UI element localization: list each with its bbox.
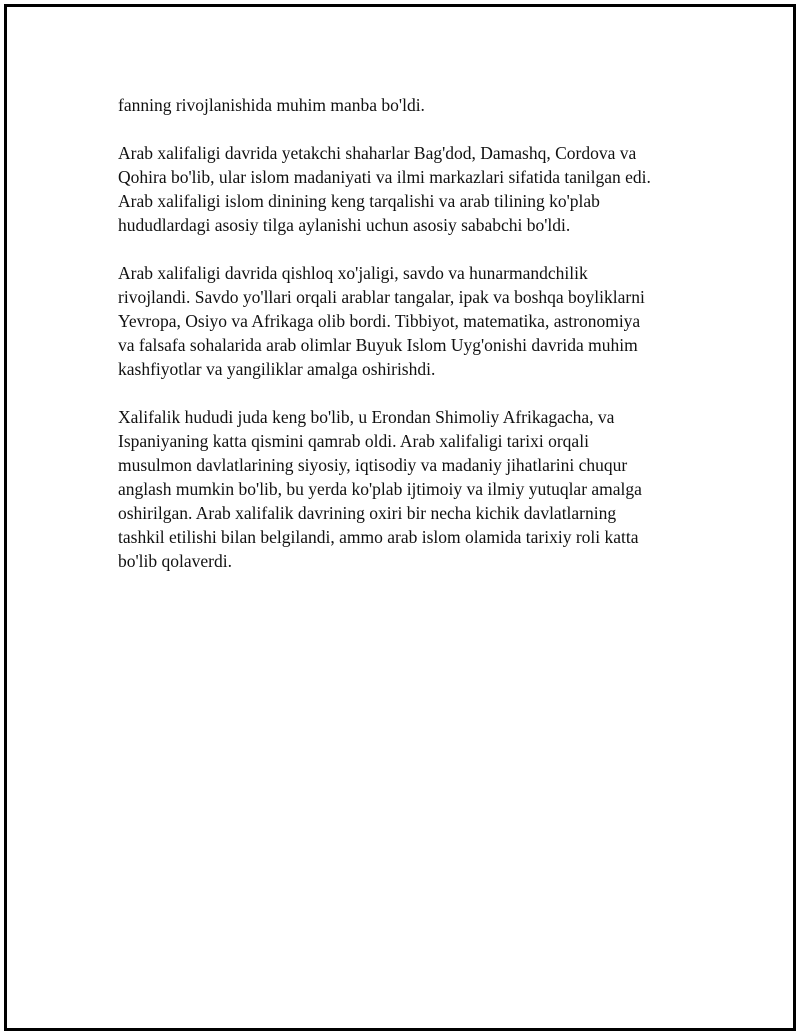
page-frame [4, 4, 796, 1031]
text-line: Yevropa, Osiyo va Afrikaga olib bordi. Tibbiyot, matematika, astronomiya [118, 311, 641, 331]
text-line: Qohira bo'lib, ular islom madaniyati va ilmi markazlari sifatida tanilgan edi. [118, 167, 651, 187]
text-line: bo'lib qolaverdi. [118, 551, 232, 571]
paragraph-4 [118, 405, 718, 573]
paragraph-3 [118, 261, 718, 381]
text-line: Arab xalifaligi davrida yetakchi shaharlar Bag'dod, Damashq, Cordova va [118, 143, 637, 163]
text-line: Arab xalifaligi davrida qishloq xo'jaligi, savdo va hunarmandchilik [118, 263, 588, 283]
text-line: Ispaniyaning katta qismini qamrab oldi. Arab xalifaligi tarixi orqali [118, 431, 589, 451]
text-line: tashkil etilishi bilan belgilandi, ammo arab islom olamida tarixiy roli katta [118, 527, 639, 547]
text-line: Arab xalifaligi islom dinining keng tarqalishi va arab tilining ko'plab [118, 191, 600, 211]
document-body [118, 93, 718, 597]
text-line: anglash mumkin bo'lib, bu yerda ko'plab ijtimoiy va ilmiy yutuqlar amalga [118, 479, 642, 499]
text-line: Xalifalik hududi juda keng bo'lib, u Erondan Shimoliy Afrikagacha, va [118, 407, 615, 427]
paragraph-2 [118, 141, 718, 237]
text-line: fanning rivojlanishida muhim manba bo'ldi. [118, 95, 425, 115]
paragraph-1 [118, 93, 718, 117]
text-line: va falsafa sohalarida arab olimlar Buyuk Islom Uyg'onishi davrida muhim [118, 335, 638, 355]
text-line: musulmon davlatlarining siyosiy, iqtisodiy va madaniy jihatlarini chuqur [118, 455, 628, 475]
text-line: oshirilgan. Arab xalifalik davrining oxiri bir necha kichik davlatlarning [118, 503, 617, 523]
text-line: kashfiyotlar va yangiliklar amalga oshirishdi. [118, 359, 436, 379]
text-line: hududlardagi asosiy tilga aylanishi uchun asosiy sababchi bo'ldi. [118, 215, 571, 235]
text-line: rivojlandi. Savdo yo'llari orqali arablar tangalar, ipak va boshqa boyliklarni [118, 287, 645, 307]
